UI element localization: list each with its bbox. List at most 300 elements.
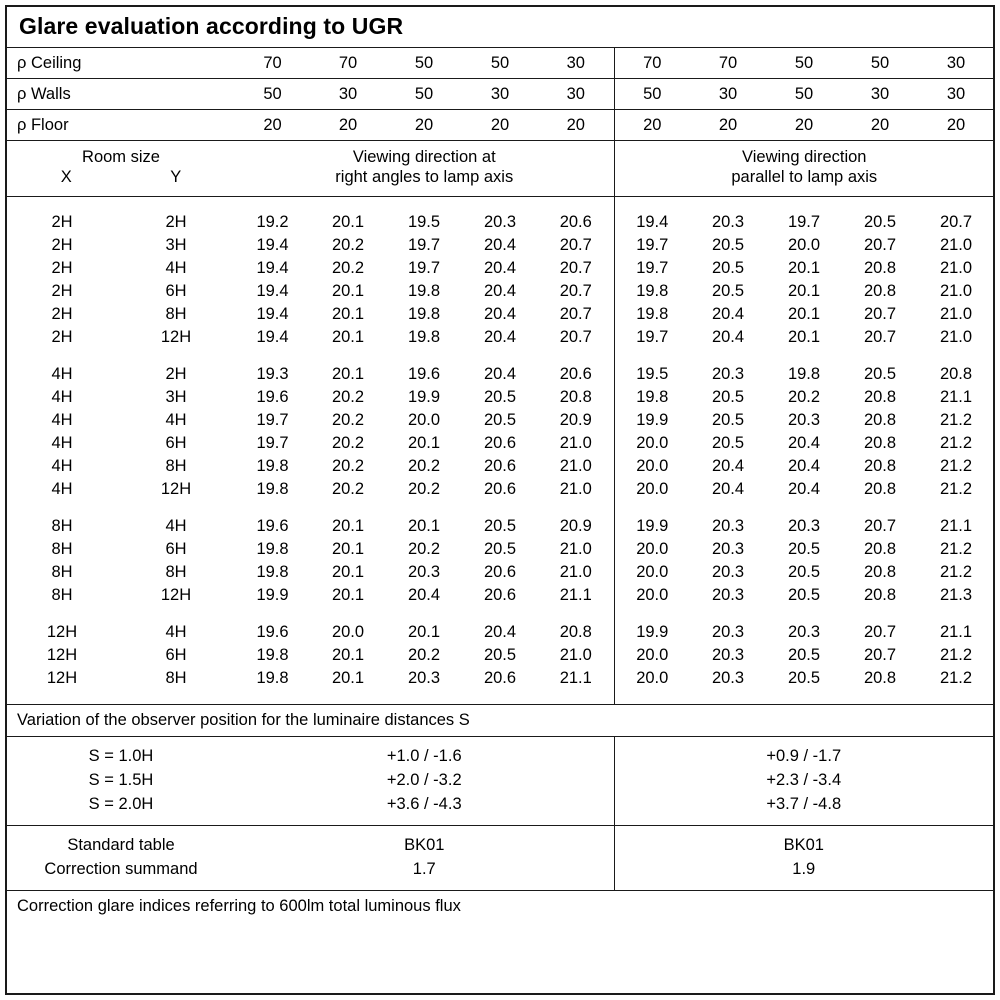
cell-y: 8H — [165, 562, 187, 581]
cell-par-5: 21.0 — [939, 281, 973, 300]
cell-par-4: 20.7 — [863, 516, 897, 535]
cell-perp-5: 20.8 — [559, 622, 592, 641]
cell-perp-3: 19.8 — [407, 304, 441, 323]
cell-par-1: 19.7 — [614, 257, 690, 280]
cell-par-2: 20.3 — [711, 622, 745, 641]
table-row — [7, 432, 994, 455]
variation-table — [7, 737, 993, 825]
cell-par-1: 20.0 — [614, 561, 690, 584]
cell-par-1: 20.0 — [614, 432, 690, 455]
table-row — [7, 455, 994, 478]
cell-par-5: 21.0 — [939, 235, 973, 254]
cell-x: 2H — [51, 281, 73, 300]
rho-ceiling-c4: 50 — [490, 53, 510, 72]
cell-x: 4H — [51, 364, 73, 383]
rho-ceiling-c2: 70 — [338, 53, 358, 72]
cell-par-3: 20.2 — [787, 387, 821, 406]
ugr-table-sheet — [5, 5, 995, 995]
view-perp-line2: right angles to lamp axis — [335, 168, 514, 187]
cell-par-2: 20.3 — [711, 364, 745, 383]
page-title: Glare evaluation according to UGR — [19, 13, 404, 39]
cell-x: 12H — [46, 645, 78, 664]
cell-par-3: 20.1 — [787, 327, 821, 346]
cell-par-1: 19.7 — [614, 234, 690, 257]
cell-y: 4H — [165, 258, 187, 277]
cell-par-4: 20.5 — [863, 364, 897, 383]
cell-x: 2H — [51, 327, 73, 346]
cell-par-3: 20.1 — [787, 258, 821, 277]
rho-ceiling-c1: 70 — [263, 53, 282, 72]
cell-perp-4: 20.5 — [483, 539, 517, 558]
cell-perp-3: 19.8 — [407, 327, 441, 346]
axis-y-label: Y — [170, 168, 182, 187]
cell-x: 8H — [51, 585, 73, 604]
cell-perp-1: 19.4 — [256, 235, 289, 254]
cell-perp-3: 19.7 — [407, 235, 441, 254]
cell-perp-4: 20.4 — [483, 327, 517, 346]
standard-perp-summand: 1.7 — [412, 859, 436, 878]
variation-values-perpendicular — [235, 737, 614, 825]
rho-floor-label: ρ Floor — [17, 115, 69, 134]
cell-perp-2: 20.2 — [331, 479, 365, 498]
table-row — [7, 257, 994, 280]
cell-x: 2H — [51, 235, 73, 254]
cell-par-4: 20.7 — [863, 622, 897, 641]
cell-perp-2: 20.1 — [331, 539, 365, 558]
cell-perp-5: 21.0 — [559, 456, 592, 475]
cell-par-4: 20.8 — [863, 539, 897, 558]
cell-y: 4H — [165, 516, 187, 535]
cell-par-3: 20.5 — [787, 668, 821, 687]
cell-perp-3: 20.1 — [407, 622, 441, 641]
rho-ceiling-c10: 30 — [946, 53, 966, 72]
rho-walls-c4: 30 — [490, 84, 510, 103]
cell-par-3: 20.3 — [787, 410, 821, 429]
cell-y: 6H — [165, 645, 187, 664]
cell-par-1: 19.5 — [614, 363, 690, 386]
cell-x: 2H — [51, 304, 73, 323]
cell-y: 8H — [165, 668, 187, 687]
cell-par-2: 20.5 — [711, 258, 745, 277]
cell-perp-4: 20.6 — [483, 456, 517, 475]
rho-walls-c7: 30 — [718, 84, 738, 103]
cell-perp-1: 19.7 — [256, 410, 289, 429]
standard-table-section — [7, 826, 993, 890]
cell-par-3: 20.5 — [787, 539, 821, 558]
cell-y: 6H — [165, 281, 187, 300]
cell-par-4: 20.8 — [863, 456, 897, 475]
cell-y: 8H — [165, 304, 187, 323]
cell-perp-1: 19.4 — [256, 327, 289, 346]
table-row — [7, 478, 994, 501]
cell-par-3: 20.3 — [787, 622, 821, 641]
cell-par-5: 21.2 — [939, 668, 973, 687]
rho-floor-c9: 20 — [870, 115, 890, 134]
cell-par-5: 21.2 — [939, 479, 973, 498]
cell-perp-4: 20.5 — [483, 387, 517, 406]
cell-perp-3: 20.1 — [407, 433, 441, 452]
rho-ceiling-c5: 30 — [566, 53, 585, 72]
cell-perp-5: 20.7 — [559, 235, 592, 254]
cell-perp-4: 20.4 — [483, 258, 517, 277]
cell-par-5: 21.2 — [939, 562, 973, 581]
variation-perp-1: +1.0 / -1.6 — [386, 747, 462, 766]
cell-perp-5: 20.6 — [559, 364, 592, 383]
cell-perp-1: 19.6 — [256, 622, 289, 641]
cell-y: 6H — [165, 433, 187, 452]
cell-perp-1: 19.8 — [256, 479, 289, 498]
cell-perp-1: 19.4 — [256, 281, 289, 300]
cell-perp-5: 20.8 — [559, 387, 592, 406]
cell-par-5: 21.0 — [939, 258, 973, 277]
spacer-row-group1 — [7, 349, 994, 363]
cell-par-1: 19.8 — [614, 386, 690, 409]
view-perp-line1: Viewing direction at — [352, 147, 496, 166]
cell-perp-5: 21.0 — [559, 433, 592, 452]
cell-par-5: 21.2 — [939, 645, 973, 664]
cell-y: 3H — [165, 387, 187, 406]
variation-perp-3: +3.6 / -4.3 — [386, 795, 462, 814]
cell-par-3: 20.0 — [787, 235, 821, 254]
table-row — [7, 280, 994, 303]
cell-perp-1: 19.8 — [256, 645, 289, 664]
cell-par-4: 20.8 — [863, 410, 897, 429]
cell-perp-5: 20.9 — [559, 516, 592, 535]
cell-perp-5: 21.1 — [559, 585, 592, 604]
cell-par-5: 20.8 — [939, 364, 973, 383]
cell-perp-4: 20.4 — [483, 281, 517, 300]
cell-par-2: 20.4 — [711, 304, 745, 323]
cell-perp-5: 20.7 — [559, 281, 592, 300]
cell-y: 12H — [160, 327, 192, 346]
cell-perp-3: 19.8 — [407, 281, 441, 300]
rho-floor-c6: 20 — [614, 110, 690, 140]
cell-perp-1: 19.4 — [256, 304, 289, 323]
cell-par-2: 20.4 — [711, 327, 745, 346]
row-rho-floor — [7, 110, 994, 140]
table-row — [7, 515, 994, 538]
cell-par-4: 20.8 — [863, 281, 897, 300]
cell-perp-3: 20.3 — [407, 562, 441, 581]
variation-labels — [7, 737, 235, 825]
cell-perp-5: 21.0 — [559, 562, 592, 581]
rho-ceiling-c7: 70 — [718, 53, 738, 72]
cell-par-1: 20.0 — [614, 644, 690, 667]
table-row — [7, 234, 994, 257]
cell-par-1: 20.0 — [614, 455, 690, 478]
cell-perp-2: 20.1 — [331, 364, 365, 383]
cell-par-3: 20.5 — [787, 562, 821, 581]
standard-values-parallel — [614, 826, 993, 890]
cell-par-1: 20.0 — [614, 667, 690, 690]
cell-par-3: 20.3 — [787, 516, 821, 535]
cell-perp-5: 21.1 — [559, 668, 592, 687]
cell-x: 4H — [51, 479, 73, 498]
cell-perp-5: 20.7 — [559, 327, 592, 346]
cell-perp-3: 20.4 — [407, 585, 441, 604]
cell-par-3: 20.5 — [787, 585, 821, 604]
footer-note: Correction glare indices referring to 600lm total luminous flux — [17, 896, 461, 915]
cell-par-2: 20.3 — [711, 585, 745, 604]
table-row — [7, 621, 994, 644]
cell-perp-4: 20.5 — [483, 516, 517, 535]
cell-x: 12H — [46, 622, 78, 641]
cell-perp-3: 20.1 — [407, 516, 441, 535]
table-row — [7, 584, 994, 607]
cell-x: 2H — [51, 212, 73, 231]
rho-ceiling-c8: 50 — [794, 53, 814, 72]
variation-par-2: +2.3 / -3.4 — [766, 771, 842, 790]
cell-par-4: 20.8 — [863, 479, 897, 498]
cell-perp-2: 20.1 — [331, 645, 365, 664]
rho-walls-label: ρ Walls — [17, 84, 71, 103]
cell-perp-5: 20.6 — [559, 212, 592, 231]
cell-par-3: 20.1 — [787, 281, 821, 300]
rho-ceiling-c9: 50 — [870, 53, 890, 72]
cell-par-2: 20.3 — [711, 516, 745, 535]
standard-body-row — [7, 826, 993, 890]
cell-par-1: 20.0 — [614, 584, 690, 607]
cell-par-4: 20.8 — [863, 258, 897, 277]
cell-par-5: 21.3 — [939, 585, 973, 604]
rho-walls-c6: 50 — [614, 79, 690, 109]
standard-table-label: Standard table — [67, 836, 175, 855]
cell-par-3: 20.5 — [787, 645, 821, 664]
cell-perp-5: 20.7 — [559, 258, 592, 277]
cell-par-4: 20.8 — [863, 585, 897, 604]
cell-y: 3H — [165, 235, 187, 254]
cell-perp-2: 20.1 — [331, 668, 365, 687]
cell-par-1: 20.0 — [614, 538, 690, 561]
cell-perp-5: 20.9 — [559, 410, 592, 429]
cell-y: 4H — [165, 410, 187, 429]
cell-perp-1: 19.6 — [256, 387, 289, 406]
variation-par-3: +3.7 / -4.8 — [766, 795, 842, 814]
rho-walls-c5: 30 — [566, 84, 585, 103]
standard-values-perpendicular — [235, 826, 614, 890]
cell-par-5: 21.0 — [939, 327, 973, 346]
cell-perp-1: 19.8 — [256, 668, 289, 687]
cell-perp-1: 19.7 — [256, 433, 289, 452]
cell-par-1: 19.9 — [614, 409, 690, 432]
cell-par-4: 20.5 — [863, 212, 897, 231]
table-row — [7, 363, 994, 386]
cell-perp-4: 20.4 — [483, 364, 517, 383]
cell-par-2: 20.3 — [711, 212, 745, 231]
rho-floor-c5: 20 — [566, 115, 585, 134]
cell-perp-5: 21.0 — [559, 645, 592, 664]
room-size-label: Room size — [82, 147, 160, 166]
cell-par-5: 21.2 — [939, 539, 973, 558]
cell-perp-3: 19.5 — [407, 212, 441, 231]
cell-perp-2: 20.2 — [331, 387, 365, 406]
cell-perp-4: 20.6 — [483, 479, 517, 498]
cell-par-3: 20.4 — [787, 456, 821, 475]
cell-par-5: 21.2 — [939, 433, 973, 452]
cell-par-1: 19.8 — [614, 280, 690, 303]
rho-floor-c8: 20 — [794, 115, 814, 134]
table-row — [7, 667, 994, 690]
spacer-row-group3 — [7, 607, 994, 621]
cell-y: 12H — [160, 479, 192, 498]
cell-perp-3: 19.9 — [407, 387, 441, 406]
standard-par-table: BK01 — [783, 836, 824, 855]
spacer-row-group2 — [7, 501, 994, 515]
cell-perp-4: 20.5 — [483, 410, 517, 429]
cell-par-1: 19.9 — [614, 621, 690, 644]
cell-perp-2: 20.0 — [331, 622, 365, 641]
cell-par-5: 21.2 — [939, 410, 973, 429]
variation-label-2: S = 1.5H — [88, 771, 154, 790]
cell-par-2: 20.5 — [711, 410, 745, 429]
table-row — [7, 386, 994, 409]
rho-floor-c1: 20 — [263, 115, 282, 134]
rho-floor-c3: 20 — [414, 115, 434, 134]
rho-floor-c10: 20 — [946, 115, 966, 134]
cell-perp-2: 20.1 — [331, 562, 365, 581]
cell-perp-5: 21.0 — [559, 539, 592, 558]
cell-par-4: 20.8 — [863, 387, 897, 406]
table-row — [7, 409, 994, 432]
cell-par-1: 19.4 — [614, 211, 690, 234]
cell-par-2: 20.3 — [711, 539, 745, 558]
cell-par-2: 20.3 — [711, 645, 745, 664]
rho-ceiling-label: ρ Ceiling — [17, 53, 82, 72]
cell-par-5: 21.1 — [939, 516, 973, 535]
cell-par-1: 19.7 — [614, 326, 690, 349]
cell-perp-3: 20.2 — [407, 645, 441, 664]
cell-par-4: 20.7 — [863, 327, 897, 346]
cell-par-3: 20.4 — [787, 433, 821, 452]
cell-par-2: 20.3 — [711, 562, 745, 581]
cell-perp-1: 19.6 — [256, 516, 289, 535]
cell-par-3: 20.1 — [787, 304, 821, 323]
cell-perp-3: 20.2 — [407, 456, 441, 475]
rho-ceiling-c6: 70 — [614, 48, 690, 78]
cell-par-5: 21.2 — [939, 456, 973, 475]
cell-par-5: 21.1 — [939, 387, 973, 406]
rho-floor-c7: 20 — [718, 115, 738, 134]
cell-perp-5: 20.7 — [559, 304, 592, 323]
cell-perp-2: 20.1 — [331, 281, 365, 300]
cell-perp-4: 20.4 — [483, 304, 517, 323]
table-row — [7, 538, 994, 561]
cell-x: 4H — [51, 433, 73, 452]
cell-x: 4H — [51, 456, 73, 475]
row-rho-ceiling — [7, 48, 994, 78]
cell-y: 12H — [160, 585, 192, 604]
cell-par-3: 20.4 — [787, 479, 821, 498]
cell-par-1: 19.8 — [614, 303, 690, 326]
rho-walls-c8: 50 — [794, 84, 814, 103]
cell-perp-4: 20.5 — [483, 645, 517, 664]
cell-x: 4H — [51, 410, 73, 429]
cell-perp-4: 20.6 — [483, 668, 517, 687]
cell-perp-5: 21.0 — [559, 479, 592, 498]
cell-par-1: 20.0 — [614, 478, 690, 501]
cell-perp-2: 20.1 — [331, 212, 365, 231]
viewing-direction-parallel-header — [614, 141, 994, 196]
cell-par-4: 20.7 — [863, 304, 897, 323]
cell-perp-1: 19.8 — [256, 456, 289, 475]
cell-y: 6H — [165, 539, 187, 558]
cell-par-5: 21.1 — [939, 622, 973, 641]
cell-perp-3: 20.2 — [407, 539, 441, 558]
cell-par-4: 20.8 — [863, 433, 897, 452]
variation-label-3: S = 2.0H — [88, 795, 154, 814]
row-section-headers — [7, 141, 994, 196]
variation-par-1: +0.9 / -1.7 — [766, 747, 842, 766]
cell-x: 4H — [51, 387, 73, 406]
spacer-row-bottom — [7, 690, 994, 704]
cell-perp-4: 20.4 — [483, 235, 517, 254]
rho-ceiling-c3: 50 — [414, 53, 434, 72]
axis-x-label: X — [60, 168, 72, 187]
cell-x: 2H — [51, 258, 73, 277]
view-par-line2: parallel to lamp axis — [731, 168, 878, 187]
standard-labels — [7, 826, 235, 890]
rho-walls-c1: 50 — [263, 84, 282, 103]
rho-floor-c4: 20 — [490, 115, 510, 134]
cell-par-4: 20.7 — [863, 235, 897, 254]
room-size-header — [7, 141, 235, 196]
rho-walls-c10: 30 — [946, 84, 966, 103]
cell-par-4: 20.7 — [863, 645, 897, 664]
cell-perp-1: 19.9 — [256, 585, 289, 604]
cell-par-2: 20.5 — [711, 235, 745, 254]
cell-y: 2H — [165, 364, 187, 383]
variation-note: Variation of the observer position for the luminaire distances S — [17, 710, 470, 729]
table-row — [7, 303, 994, 326]
ugr-main-table — [7, 48, 994, 704]
cell-perp-4: 20.6 — [483, 562, 517, 581]
cell-perp-2: 20.2 — [331, 456, 365, 475]
cell-perp-3: 20.2 — [407, 479, 441, 498]
cell-perp-4: 20.4 — [483, 622, 517, 641]
variation-values-parallel — [614, 737, 993, 825]
cell-perp-2: 20.2 — [331, 258, 365, 277]
variation-body-row — [7, 737, 993, 825]
cell-perp-3: 19.7 — [407, 258, 441, 277]
cell-perp-2: 20.2 — [331, 410, 365, 429]
cell-par-5: 21.0 — [939, 304, 973, 323]
cell-perp-1: 19.8 — [256, 539, 289, 558]
cell-y: 4H — [165, 622, 187, 641]
cell-x: 8H — [51, 562, 73, 581]
cell-perp-2: 20.2 — [331, 433, 365, 452]
rho-floor-c2: 20 — [338, 115, 358, 134]
cell-par-2: 20.5 — [711, 281, 745, 300]
cell-perp-1: 19.8 — [256, 562, 289, 581]
cell-perp-4: 20.6 — [483, 433, 517, 452]
table-row — [7, 326, 994, 349]
cell-par-4: 20.8 — [863, 668, 897, 687]
cell-perp-4: 20.6 — [483, 585, 517, 604]
cell-perp-3: 20.3 — [407, 668, 441, 687]
spacer-row-top — [7, 197, 994, 211]
cell-x: 8H — [51, 516, 73, 535]
view-par-line1: Viewing direction — [742, 147, 867, 166]
table-row — [7, 211, 994, 234]
cell-x: 12H — [46, 668, 78, 687]
cell-x: 8H — [51, 539, 73, 558]
rho-walls-c3: 50 — [414, 84, 434, 103]
variation-perp-2: +2.0 / -3.2 — [386, 771, 462, 790]
cell-par-2: 20.5 — [711, 433, 745, 452]
cell-par-2: 20.3 — [711, 668, 745, 687]
cell-perp-1: 19.2 — [256, 212, 289, 231]
cell-perp-3: 19.6 — [407, 364, 441, 383]
